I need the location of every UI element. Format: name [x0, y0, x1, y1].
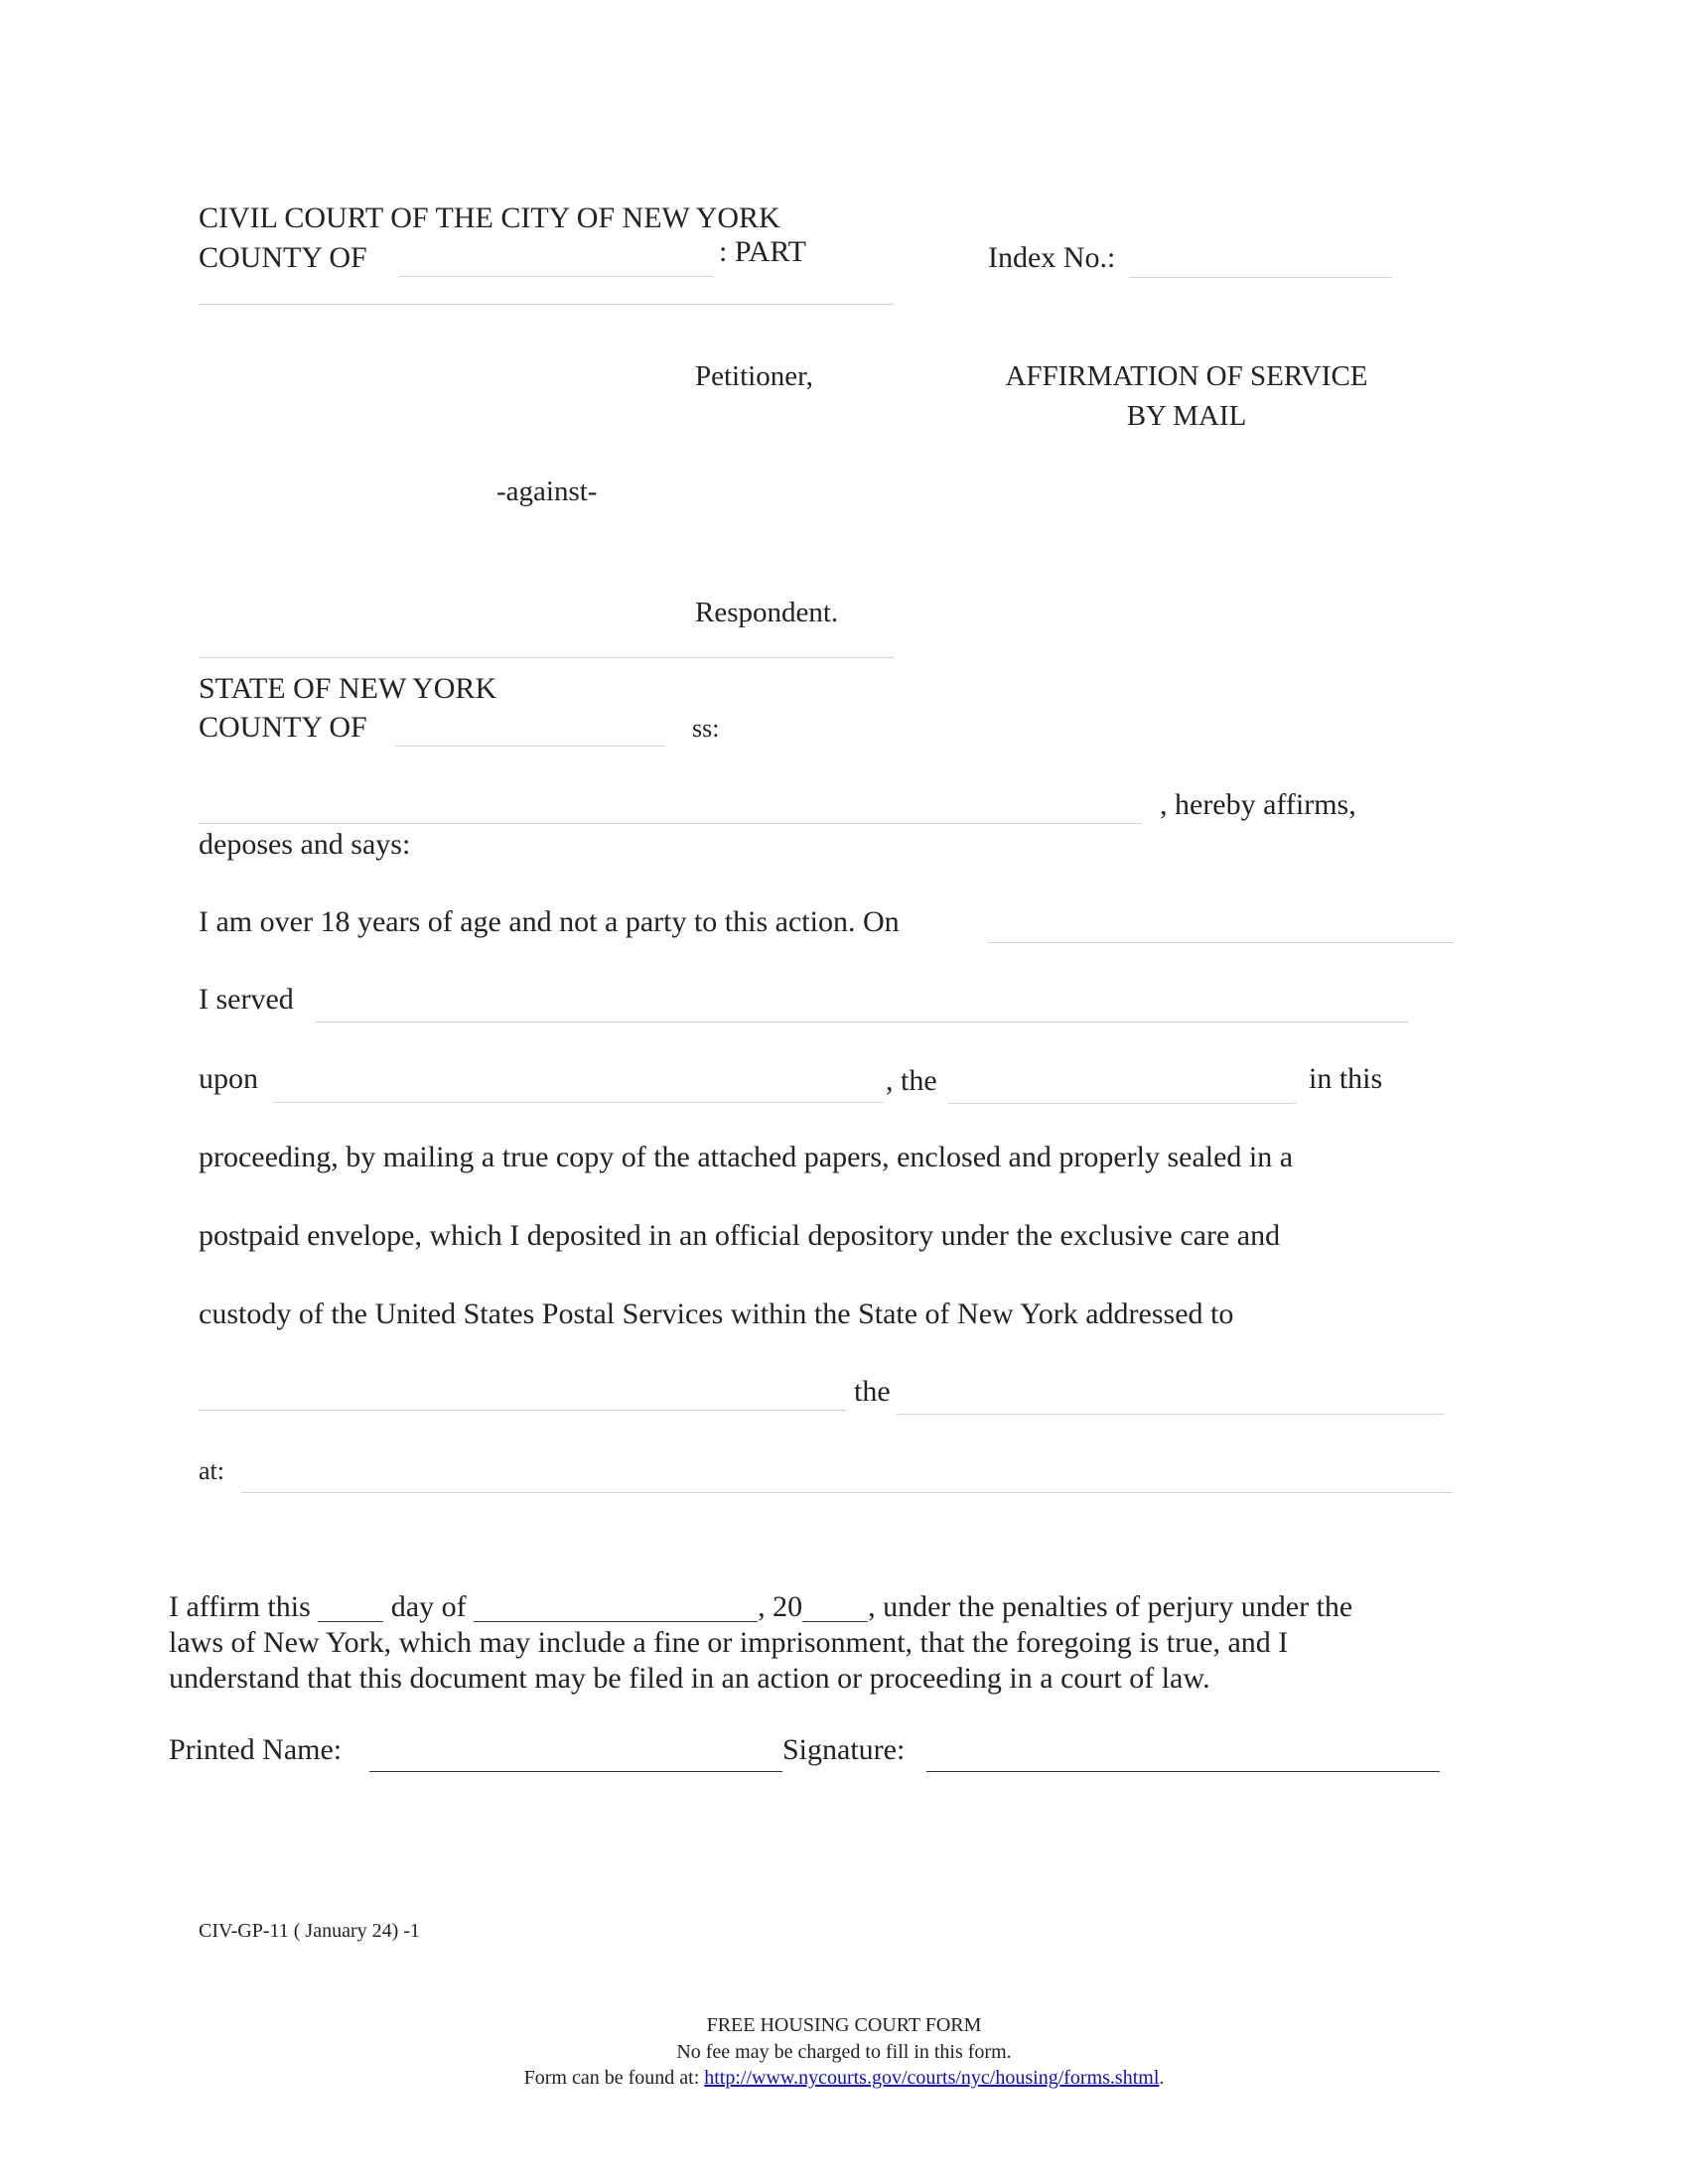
venue-county-label: COUNTY OF [199, 711, 367, 744]
address-input[interactable] [241, 1466, 1453, 1493]
addressee-input[interactable] [199, 1384, 846, 1411]
petitioner-label: Petitioner, [695, 360, 813, 392]
signature-input[interactable] [926, 1745, 1440, 1772]
signature-label: Signature: [782, 1733, 906, 1766]
served-party-input[interactable] [273, 1076, 884, 1103]
i-served-text: I served [199, 983, 294, 1016]
venue-county-input[interactable] [395, 720, 665, 747]
penalties-text: , under the penalties of perjury under the [868, 1590, 1353, 1623]
affirmation-line1 [169, 1589, 1460, 1625]
in-this-text: in this [1309, 1062, 1383, 1095]
the-text-1: , the [886, 1064, 937, 1097]
ss-label: ss: [692, 714, 720, 743]
part-label: : PART [719, 235, 806, 268]
document-title-line2: BY MAIL [1126, 400, 1247, 432]
court-name: CIVIL COURT OF THE CITY OF NEW YORK [199, 202, 780, 234]
affirm-year-input[interactable] [802, 1595, 868, 1622]
day-of-text: day of [390, 1590, 467, 1623]
upon-text: upon [199, 1062, 258, 1095]
against-label: -against- [496, 476, 598, 507]
service-date-input[interactable] [988, 916, 1455, 943]
document-title-line1: AFFIRMATION OF SERVICE [1005, 360, 1368, 392]
custody-line: custody of the United States Postal Services within the State of New York addressed to [199, 1297, 1234, 1330]
free-form-notice: FREE HOUSING COURT FORM [706, 2014, 982, 2036]
affirm-day-input[interactable] [318, 1595, 383, 1622]
affirm-month-input[interactable] [474, 1595, 758, 1622]
caption-bottom-rule [199, 657, 894, 658]
printed-name-label: Printed Name: [169, 1733, 343, 1766]
county-input[interactable] [399, 250, 713, 277]
no-fee-notice: No fee may be charged to fill in this form. [676, 2041, 1012, 2063]
affirm-this-text: I affirm this [169, 1590, 311, 1623]
affirmation-line3: understand that this document may be filed in an action or proceeding in a court of law. [169, 1662, 1210, 1695]
respondent-label: Respondent. [695, 597, 839, 628]
the-text-2: the [854, 1375, 891, 1408]
affirmation-line2: laws of New York, which may include a fine or imprisonment, that the foregoing is true, and I [169, 1626, 1289, 1659]
index-number-input[interactable] [1129, 251, 1392, 278]
papers-served-input[interactable] [316, 996, 1408, 1023]
hereby-affirms-text: , hereby affirms, [1160, 788, 1356, 821]
affiant-name-input[interactable] [199, 797, 1142, 824]
url-period: . [1159, 2067, 1165, 2089]
found-at-text: Form can be found at: [523, 2067, 700, 2089]
printed-name-input[interactable] [369, 1745, 782, 1772]
year-prefix-text: , 20 [758, 1590, 803, 1623]
form-location [397, 2066, 1291, 2090]
index-number-label: Index No.: [988, 241, 1116, 274]
venue-state: STATE OF NEW YORK [199, 672, 497, 705]
party-role-input[interactable] [948, 1077, 1296, 1104]
caption-top-rule [199, 304, 894, 305]
form-code: CIV-GP-11 ( January 24) -1 [199, 1920, 420, 1942]
postpaid-line: postpaid envelope, which I deposited in an official depository under the exclusive care and [199, 1219, 1281, 1252]
over-18-text: I am over 18 years of age and not a party to this action. On [199, 905, 900, 938]
county-label: COUNTY OF [199, 241, 367, 274]
proceeding-line: proceeding, by mailing a true copy of the attached papers, enclosed and properly sealed in a [199, 1141, 1294, 1173]
at-label: at: [199, 1456, 224, 1485]
forms-url-link[interactable]: http://www.nycourts.gov/courts/nyc/housing/forms.shtml [704, 2067, 1160, 2089]
deposes-text: deposes and says: [199, 828, 411, 861]
addressee-role-input[interactable] [897, 1388, 1445, 1415]
